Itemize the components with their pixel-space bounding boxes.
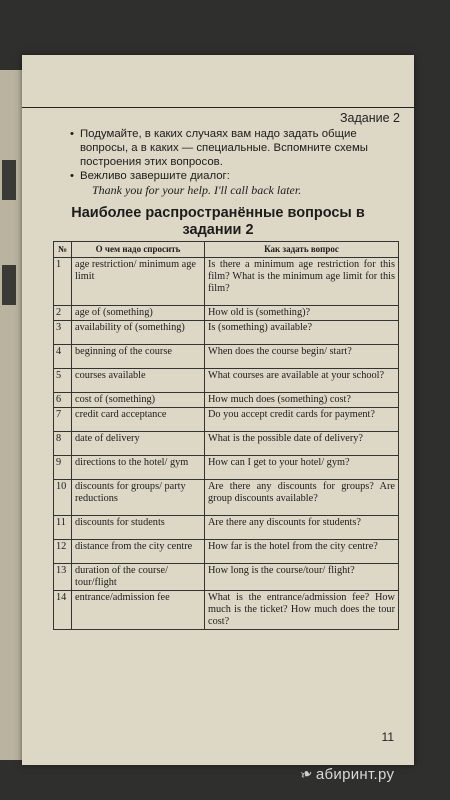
table-row	[54, 258, 399, 306]
row-topic: beginning of the course	[72, 345, 205, 369]
row-topic: distance from the city centre	[72, 540, 205, 564]
instruction-item: • Подумайте, в каких случаях вам надо задать общие вопросы, а в каких — специальные. Вспомните схемы построения этих вопросов.	[70, 127, 400, 169]
row-topic: age restriction/ minimum age limit	[72, 258, 205, 306]
header-how-to-ask: Как задать вопрос	[205, 242, 399, 258]
watermark	[297, 764, 395, 785]
row-number: 3	[54, 321, 72, 345]
row-topic: discounts for groups/ party reductions	[72, 480, 205, 516]
table-row	[54, 393, 399, 408]
table-row	[54, 540, 399, 564]
section-label: Задание 2	[339, 111, 400, 125]
row-question: Is (something) available?	[205, 321, 399, 345]
row-number: 12	[54, 540, 72, 564]
adjacent-page-mark	[2, 265, 16, 305]
row-number: 5	[54, 369, 72, 393]
row-number: 11	[54, 516, 72, 540]
table-row	[54, 456, 399, 480]
header-number: №	[54, 242, 72, 258]
row-question: How long is the course/tour/ flight?	[205, 564, 399, 591]
row-question: What is the possible date of delivery?	[205, 432, 399, 456]
row-number: 14	[54, 591, 72, 630]
adjacent-page-mark	[2, 160, 16, 200]
row-question: How far is the hotel from the city centre?	[205, 540, 399, 564]
table-row	[54, 306, 399, 321]
row-number: 13	[54, 564, 72, 591]
table-row	[54, 516, 399, 540]
row-topic: directions to the hotel/ gym	[72, 456, 205, 480]
book-page	[22, 55, 414, 765]
row-number: 6	[54, 393, 72, 408]
row-question: Are there any discounts for students?	[205, 516, 399, 540]
row-topic: age of (something)	[72, 306, 205, 321]
row-topic: courses available	[72, 369, 205, 393]
adjacent-page-edge	[0, 70, 22, 760]
row-topic: discounts for students	[72, 516, 205, 540]
row-question: What is the entrance/admission fee? How much is the ticket? How much does the tour cost?	[205, 591, 399, 630]
row-question: Is there a minimum age restriction for this film? What is the minimum age limit for this film?	[205, 258, 399, 306]
row-topic: cost of (something)	[72, 393, 205, 408]
dialogue-example: Thank you for your help. I'll call back later.	[92, 183, 302, 197]
table-row	[54, 345, 399, 369]
row-question: Do you accept credit cards for payment?	[205, 408, 399, 432]
row-question: What courses are available at your school?	[205, 369, 399, 393]
table-row	[54, 369, 399, 393]
table-row	[54, 480, 399, 516]
table-row	[54, 591, 399, 630]
header-what-to-ask: О чем надо спросить	[72, 242, 205, 258]
row-topic: duration of the course/ tour/flight	[72, 564, 205, 591]
row-number: 7	[54, 408, 72, 432]
row-question: How much does (something) cost?	[205, 393, 399, 408]
row-topic: entrance/admission fee	[72, 591, 205, 630]
row-question: How old is (something)?	[205, 306, 399, 321]
instruction-item: • Вежливо завершите диалог:	[70, 169, 400, 183]
row-topic: availability of (something)	[72, 321, 205, 345]
row-topic: credit card acceptance	[72, 408, 205, 432]
header-rule	[22, 107, 414, 108]
row-question: How can I get to your hotel/ gym?	[205, 456, 399, 480]
instruction-list	[70, 127, 400, 197]
row-topic: date of delivery	[72, 432, 205, 456]
row-number: 4	[54, 345, 72, 369]
row-number: 2	[54, 306, 72, 321]
questions-table	[53, 241, 399, 630]
table-row	[54, 408, 399, 432]
page-number: 11	[381, 730, 394, 744]
table-row	[54, 321, 399, 345]
row-number: 10	[54, 480, 72, 516]
table-row	[54, 432, 399, 456]
table-title: Наиболее распространённые вопросы в задании 2	[71, 205, 365, 238]
row-question: When does the course begin/ start?	[205, 345, 399, 369]
table-header-row	[54, 242, 399, 258]
row-question: Are there any discounts for groups? Are group discounts available?	[205, 480, 399, 516]
labyrinth-logo-icon: ❧	[297, 764, 316, 785]
watermark-text: абиринт.ру	[315, 766, 395, 783]
row-number: 9	[54, 456, 72, 480]
row-number: 1	[54, 258, 72, 306]
table-row	[54, 564, 399, 591]
row-number: 8	[54, 432, 72, 456]
